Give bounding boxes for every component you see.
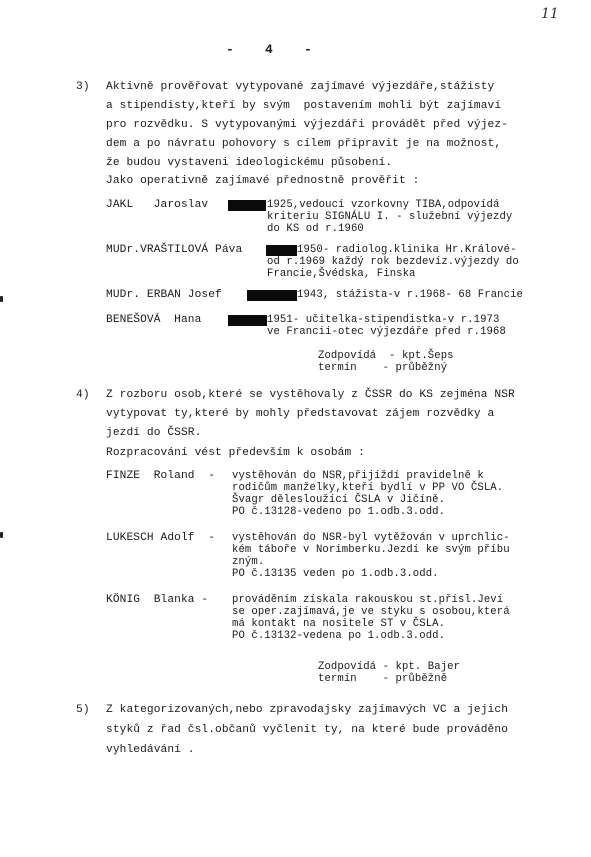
section-line: vyhledávání . (106, 744, 195, 756)
redaction-bar (228, 315, 267, 326)
section-line: dem a po návratu pohovory s cílem připravit je na možnost, (106, 138, 502, 150)
responsible-line: Zodpovídá - kpt. Bajer (318, 661, 461, 673)
person-detail: vystěhován do NSR,přijíždí pravidelně k (232, 470, 484, 482)
deadline-line: termín - průběžně (318, 673, 448, 685)
section-line: a stipendisty,kteří by svým postavením mohli být zajímaví (106, 100, 502, 112)
person-detail: zným. (232, 556, 265, 568)
deadline-line: termín - průběžný (318, 362, 448, 374)
redaction-bar (228, 200, 266, 211)
person-detail: od r.1969 každý rok bezdevíz.výjezdy do (267, 256, 519, 268)
page-number-value: 4 (265, 42, 273, 57)
person-name: KÖNIG Blanka - (106, 594, 209, 606)
person-detail: ve Francii-otec výjezdáře před r.1968 (267, 326, 506, 338)
person-name: JAKL Jaroslav (106, 199, 209, 211)
person-name: FINZE Roland - (106, 470, 216, 482)
section-number: 5) (76, 704, 90, 716)
section-line: jezdí do ČSSR. (106, 427, 202, 439)
person-detail: má kontakt na nositele ST v ČSLA. (232, 618, 446, 630)
person-name: BENEŠOVÁ Hana (106, 314, 202, 326)
section-line: vytypovat ty,které by mohly představovat zájem rozvědky a (106, 408, 495, 420)
person-detail: vystěhován do NSR-byl vytěžován v uprchlic- (232, 532, 510, 544)
responsible-line: Zodpovídá - kpt.Šeps (318, 350, 454, 362)
section-line: že budou vystaveni ideologickému působení. (106, 157, 393, 169)
person-detail: PO č.13135 veden po 1.odb.3.odd. (232, 568, 439, 580)
person-detail: rodičům manželky,kteří bydlí v PP VO ČSLA. (232, 482, 504, 494)
section-line: styků z řad čsl.občanů vyčlenit ty, na které bude prováděno (106, 724, 509, 736)
person-detail: prováděním získala rakouskou st.přísl.Jeví (232, 594, 504, 606)
person-detail: kriteriu SIGNÁLU I. - služební výjezdy (267, 211, 513, 223)
person-detail: kém táboře v Norimberku.Jezdí ke svým příbu (232, 544, 510, 556)
person-name: MUDr. ERBAN Josef (106, 289, 222, 301)
section-line: pro rozvědku. S vytypovanými výjezdáři provádět před výjez- (106, 119, 509, 131)
person-detail: do KS od r.1960 (267, 223, 364, 235)
redaction-bar (247, 290, 297, 301)
section-line: Jako operativně zajímavé přednostně prověřit : (106, 175, 420, 187)
punch-mark (0, 532, 3, 538)
person-detail: se oper.zajímavá,je ve styku s osobou,která (232, 606, 510, 618)
person-name: MUDr.VRAŠTILOVÁ Páva (106, 244, 243, 256)
person-detail: 1925,vedoucí vzorkovny TIBA,odpovídá (267, 199, 500, 211)
section-line: Aktivně prověřovat vytypované zajímavé výjezdáře,stážisty (106, 81, 495, 93)
section-number: 4) (76, 389, 90, 401)
section-number: 3) (76, 81, 90, 93)
person-name: LUKESCH Adolf - (106, 532, 216, 544)
person-detail: 1951- učitelka-stipendistka-v r.1973 (267, 314, 500, 326)
person-detail: Švagr dělesloužící ČSLA v Jičíně. (232, 494, 446, 506)
person-detail: 1950- radiolog.klinika Hr.Králové- (297, 244, 517, 256)
section-line: Z rozboru osob,které se vystěhovaly z ČSSR do KS zejména NSR (106, 389, 515, 401)
person-detail: Francie,Švédska, Finska (267, 268, 416, 280)
person-detail: PO č.13128-vedeno po 1.odb.3.odd. (232, 506, 446, 518)
section-line: Rozpracování vést především k osobám : (106, 447, 365, 459)
punch-mark (0, 296, 3, 302)
handwritten-page-number: 11 (541, 6, 559, 22)
page-number: - 4 - (226, 42, 312, 57)
person-detail: 1943, stážista-v r.1968- 68 Francie (297, 289, 524, 301)
section-line: Z kategorizovaných,nebo zpravodajsky zajímavých VC a jejich (106, 704, 509, 716)
person-detail: PO č.13132-vedena po 1.odb.3.odd. (232, 630, 446, 642)
